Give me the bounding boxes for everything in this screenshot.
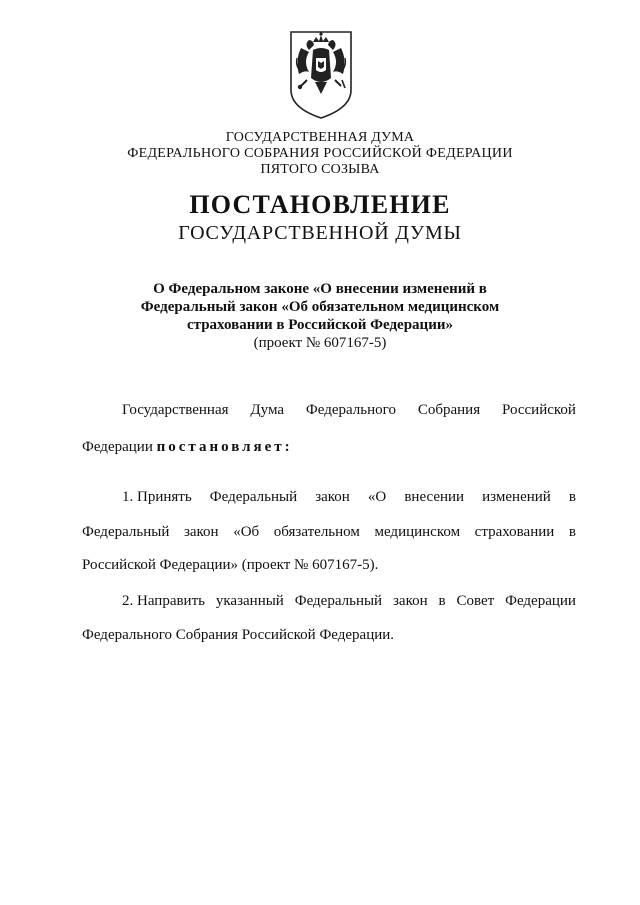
word: обязательном (273, 524, 360, 540)
document-title: ПОСТАНОВЛЕНИЕ (189, 190, 451, 219)
word: в (568, 489, 576, 505)
word: изменений (482, 489, 551, 505)
word: указанный (215, 593, 284, 609)
item1-line1 (122, 489, 576, 506)
word: Государственная (122, 402, 229, 418)
word: 1. Принять (122, 489, 192, 505)
item2-line1 (122, 593, 576, 610)
item1-line3: Российской Федерации» (проект № 607167-5). (82, 557, 379, 573)
word: Дума (250, 402, 285, 418)
word: Федерации (505, 593, 576, 609)
word: 2. Направить (122, 593, 205, 609)
item2-line2: Федерального Собрания Российской Федерации. (82, 627, 395, 643)
org-name-line2: ФЕДЕРАЛЬНОГО СОБРАНИЯ РОССИЙСКОЙ ФЕДЕРАЦИИ (127, 146, 513, 161)
item1-line2 (82, 524, 576, 541)
word: Федеральный (209, 489, 298, 505)
intro-line2-start: Федерации (82, 439, 157, 455)
word: Федеральный (294, 593, 383, 609)
convocation-line: ПЯТОГО СОЗЫВА (260, 162, 380, 177)
document-subtitle: ГОСУДАРСТВЕННОЙ ДУМЫ (178, 222, 462, 244)
word: в (438, 593, 446, 609)
subject-line2: Федеральный закон «Об обязательном медицинском (140, 299, 500, 315)
word: Совет (456, 593, 495, 609)
word: медицинском (374, 524, 461, 540)
word: закон (392, 593, 428, 609)
subject-line1: О Федеральном законе «О внесении изменений в (153, 281, 487, 297)
word: в (568, 524, 576, 540)
subject-line3: страховании в Российской Федерации» (187, 317, 453, 333)
word: «О (367, 489, 387, 505)
word: закон (183, 524, 219, 540)
intro-line2 (82, 439, 576, 456)
word: страховании (474, 524, 555, 540)
word: Российской (502, 402, 576, 418)
word: Федеральный (82, 524, 170, 540)
word: «Об (233, 524, 260, 540)
coat-of-arms-icon (287, 28, 355, 120)
intro-line1 (122, 402, 576, 419)
word: Собрания (417, 402, 481, 418)
resolves-keyword: постановляет: (156, 439, 293, 455)
project-number: (проект № 607167-5) (253, 335, 387, 351)
org-name-line1: ГОСУДАРСТВЕННАЯ ДУМА (225, 130, 415, 145)
word: закон (315, 489, 350, 505)
word: Федерального (305, 402, 396, 418)
word: внесении (404, 489, 465, 505)
